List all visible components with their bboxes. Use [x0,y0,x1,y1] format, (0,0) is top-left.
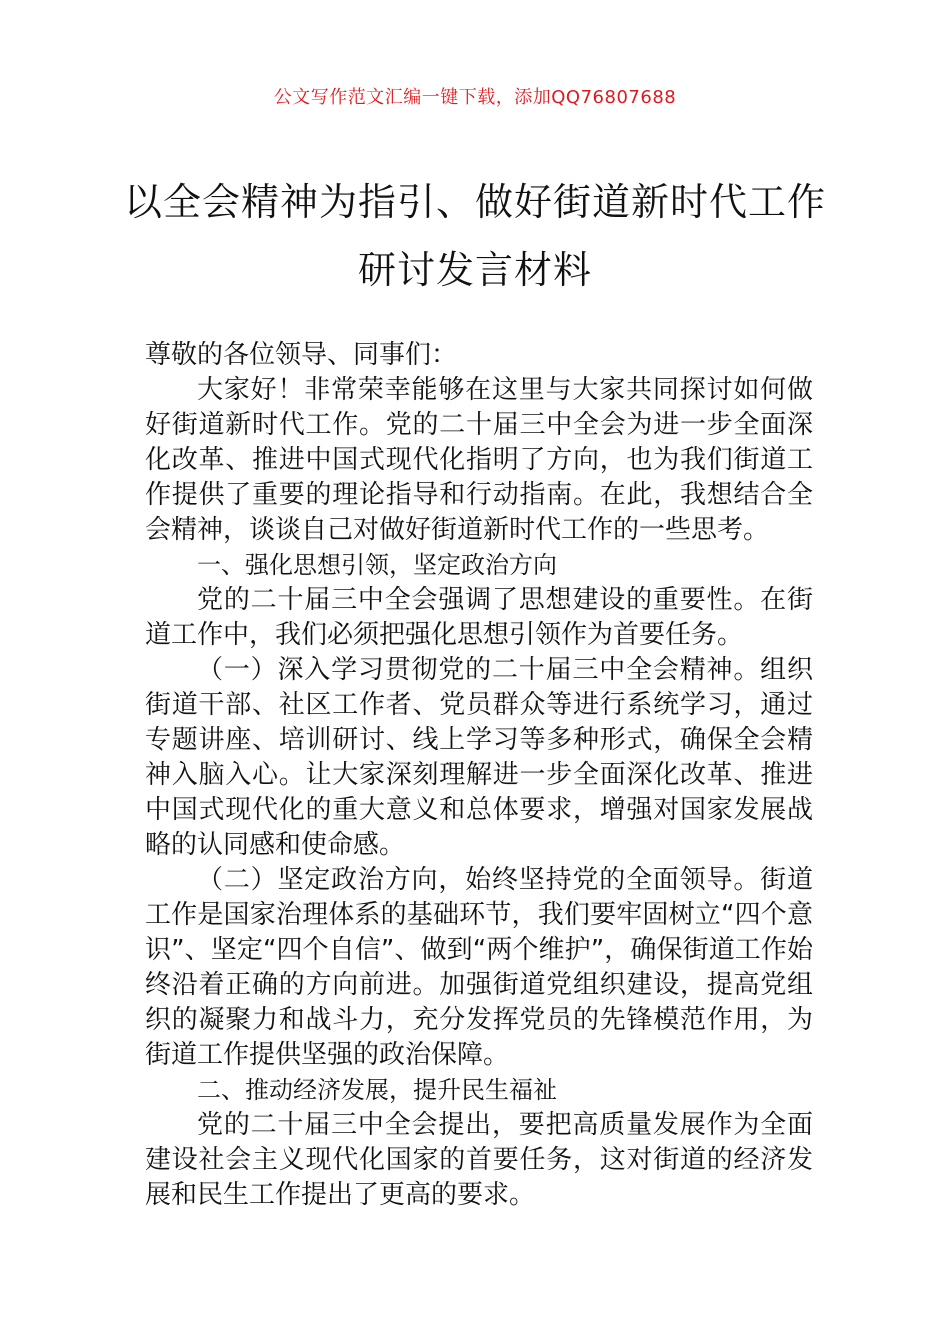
paragraph-intro: 大家好！非常荣幸能够在这里与大家共同探讨如何做好街道新时代工作。党的二十届三中全会为进一步全面深化改革、推进中国式现代化指明了方向，也为我们街道工作提供了重要的理论指导和行动指南。在此，我想结合全会精神，谈谈自己对做好街道新时代工作的一些思考。 [145,375,813,545]
document-body [145,338,813,1213]
salutation: 尊敬的各位领导、同事们： [145,340,458,370]
document-title-line2: 研讨发言材料 [357,248,592,292]
download-banner: 公文写作范文汇编一键下载，添加QQ76807688 [273,87,677,108]
section-heading-2: 二、推动经济发展，提升民生福祉 [197,1076,557,1104]
section-heading-1: 一、强化思想引领，坚定政治方向 [197,551,557,579]
paragraph: 党的二十届三中全会强调了思想建设的重要性。在街道工作中，我们必须把强化思想引领作为首要任务。 [145,585,813,650]
paragraph: （一）深入学习贯彻党的二十届三中全会精神。组织街道干部、社区工作者、党员群众等进行系统学习，通过专题讲座、培训研讨、线上学习等多种形式，确保全会精神入脑入心。让大家深刻理解进一步全面深化改革、推进中国式现代化的重大意义和总体要求，增强对国家发展战略的认同感和使命感。 [145,655,813,860]
paragraph: 党的二十届三中全会提出，要把高质量发展作为全面建设社会主义现代化国家的首要任务，这对街道的经济发展和民生工作提出了更高的要求。 [145,1110,813,1210]
document-title-line1: 以全会精神为指引、做好街道新时代工作 [123,180,826,224]
paragraph: （二）坚定政治方向，始终坚持党的全面领导。街道工作是国家治理体系的基础环节，我们要牢固树立“四个意识”、坚定“四个自信”、做到“两个维护”，确保街道工作始终沿着正确的方向前进。加强街道党组织建设，提高党组织的凝聚力和战斗力，充分发挥党员的先锋模范作用，为街道工作提供坚强的政治保障。 [145,865,813,1070]
